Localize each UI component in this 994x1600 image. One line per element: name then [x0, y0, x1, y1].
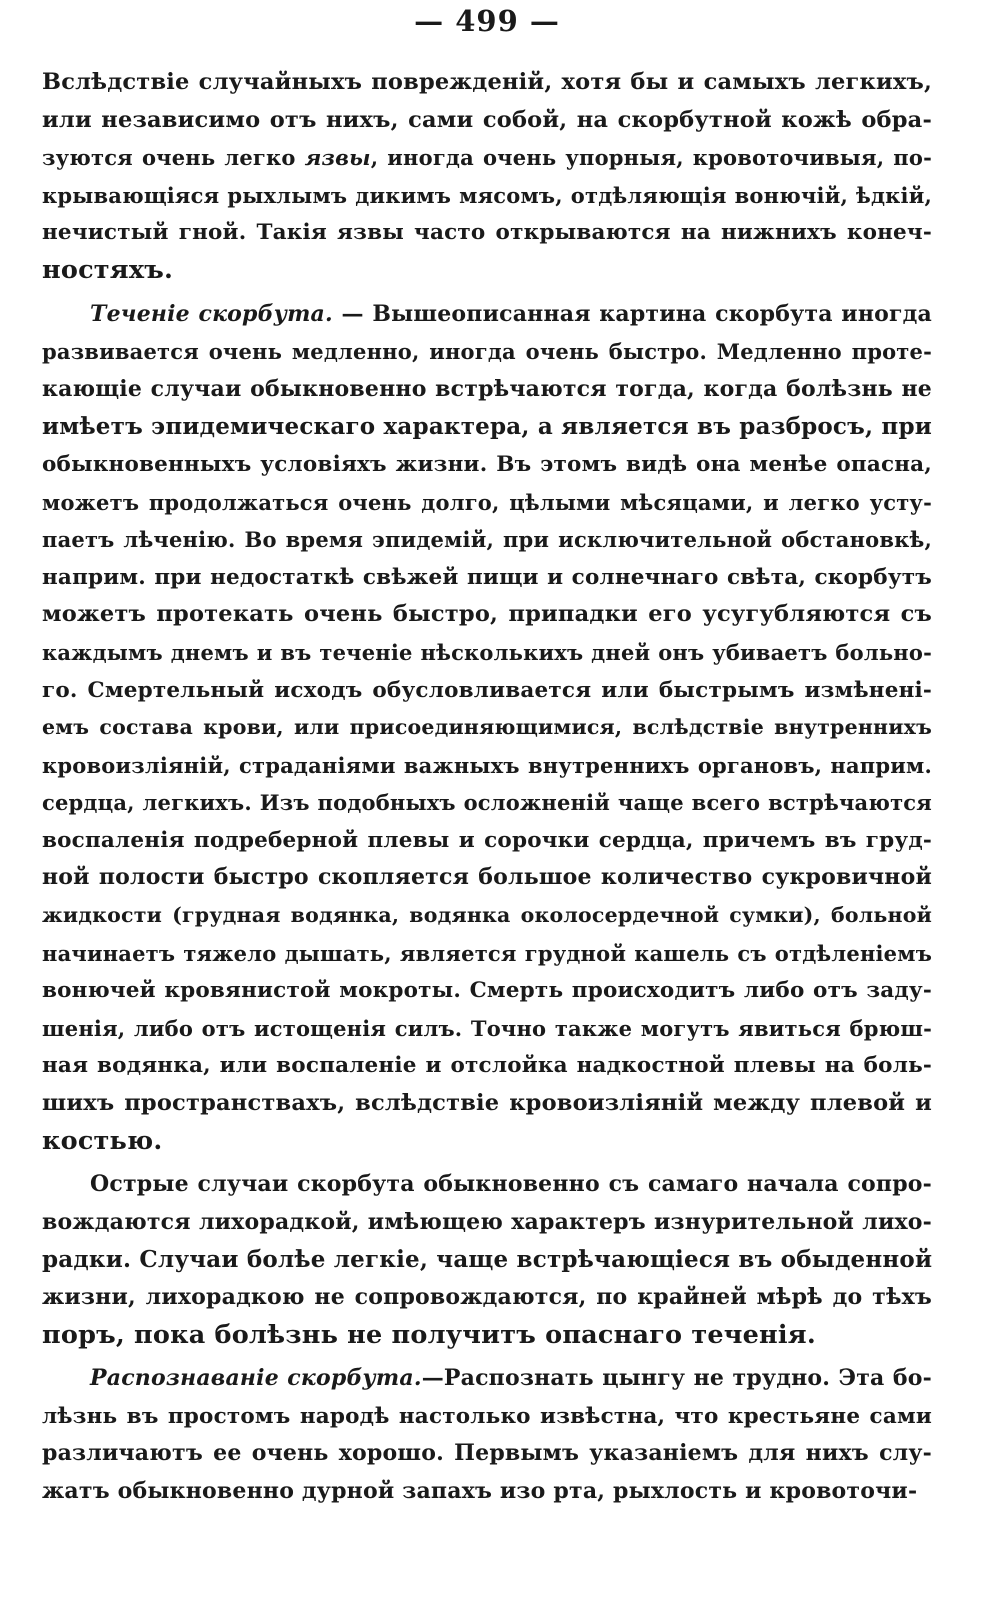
line-text: ная водянка, или воспаленіе и отслойка надкостной плевы на боль-: [42, 1053, 932, 1079]
text-line: [42, 1279, 932, 1317]
line-text: паетъ лѣченію. Во время эпидемій, при исключительной обстановкѣ,: [42, 527, 932, 553]
text-line: [42, 935, 932, 973]
text-line: [42, 1123, 932, 1161]
line-text: Вслѣдствіе случайныхъ поврежденій, хотя бы и самыхъ легкихъ,: [42, 69, 932, 95]
line-text: вонючей кровянистой мокроты. Смерть происходитъ либо отъ заду-: [42, 978, 932, 1004]
text-line: [42, 972, 932, 1010]
text-line: [42, 1047, 932, 1085]
text-line: [42, 521, 932, 559]
text-line: [42, 709, 932, 747]
text-line: [42, 1241, 932, 1279]
text-line: [42, 333, 932, 371]
text-line: [42, 177, 932, 215]
text-line: [42, 1204, 932, 1242]
text-line: [42, 102, 932, 140]
text-line: [42, 371, 932, 409]
line-text: нечистый гной. Такія язвы часто открываются на нижнихъ конеч-: [42, 220, 932, 246]
line-text: ностяхъ.: [42, 254, 174, 285]
line-text: имѣетъ эпидемическаго характера, а является въ разбросъ, при: [42, 413, 932, 441]
line-text: —Распознать цынгу не трудно. Эта бо-: [421, 1365, 932, 1392]
line-text: начинаетъ тяжело дышать, является грудной кашель съ отдѣленіемъ: [42, 940, 932, 966]
text-line: [42, 672, 932, 710]
line-text: сердца, легкихъ. Изъ подобныхъ осложненій чаще всего встрѣчаются: [42, 790, 932, 816]
line-text: го. Смертельный исходъ обусловливается или быстрымъ измѣнені-: [42, 677, 932, 703]
line-text: емъ состава крови, или присоединяющимися, вслѣдствіе внутреннихъ: [42, 715, 932, 740]
text-line: [42, 822, 932, 860]
text-line: [42, 1166, 932, 1204]
line-text: жидкости (грудная водянка, водянка околосердечной сумки), больной: [42, 903, 932, 928]
paragraph: [42, 1360, 932, 1510]
text-line: [42, 897, 932, 935]
line-text: шихъ пространствахъ, вслѣдствіе кровоизліяній между плевой и: [42, 1090, 932, 1117]
text-line: [42, 252, 932, 290]
line-text: жатъ обыкновенно дурной запахъ изо рта, рыхлость и кровоточи-: [42, 1477, 918, 1504]
line-text: наприм. при недостаткѣ свѣжей пищи и солнечнаго свѣта, скорбутъ: [42, 564, 932, 590]
text-line: [42, 1435, 932, 1473]
text-line: [42, 64, 932, 102]
text-line: [42, 139, 932, 177]
italic-term: язвы: [304, 145, 371, 171]
text-line: [42, 408, 932, 446]
text-line: [42, 859, 932, 897]
text-line: [42, 296, 932, 334]
line-text: ной полости быстро скопляется большое количество сукровичной: [42, 864, 932, 891]
line-text: костью.: [42, 1125, 163, 1156]
line-text: лѣзнь въ простомъ народѣ настолько извѣстна, что крестьяне сами: [42, 1403, 932, 1429]
line-text: каждымъ днемъ и въ теченіе нѣсколькихъ дней онъ убиваетъ больно-: [42, 639, 932, 665]
line-text: вождаются лихорадкой, имѣющею характеръ изнурительной лихо-: [42, 1208, 932, 1235]
line-text: развивается очень медленно, иногда очень быстро. Медленно проте-: [42, 339, 932, 365]
line-text: можетъ протекать очень быстро, припадки его усугубляются съ: [42, 601, 932, 628]
paragraph: [42, 296, 932, 1161]
text-line: [42, 1085, 932, 1123]
line-text: кровоизліяній, страданіями важныхъ внутреннихъ органовъ, наприм.: [42, 752, 932, 778]
line-text: крывающіяся рыхлымъ дикимъ мясомъ, отдѣляющія вонючій, ѣдкій,: [42, 182, 932, 208]
line-text: шенія, либо отъ истощенія силъ. Точно также могутъ явиться брюш-: [42, 1015, 932, 1041]
text-line: [42, 559, 932, 597]
page-number: — 499 —: [414, 4, 560, 38]
body-text: [42, 64, 932, 1511]
line-text: воспаленія подреберной плевы и сорочки сердца, причемъ въ груд-: [42, 827, 932, 853]
paragraph: [42, 64, 932, 290]
line-text: обыкновенныхъ условіяхъ жизни. Въ этомъ видѣ она менѣе опасна,: [42, 451, 932, 477]
text-line: [42, 1010, 932, 1048]
text-line: [42, 1360, 932, 1398]
line-text: — Вышеописанная картина скорбута иногда: [332, 300, 933, 327]
line-text: или независимо отъ нихъ, сами собой, на скорбутной кожѣ обра-: [42, 106, 932, 133]
line-text: можетъ продолжаться очень долго, цѣлыми мѣсяцами, и легко усту-: [42, 489, 932, 515]
document-page: [42, 0, 932, 1600]
text-line: [42, 1317, 932, 1355]
line-text: зуются очень легко: [42, 145, 305, 171]
text-line: [42, 747, 932, 785]
text-line: [42, 484, 932, 522]
text-line: [42, 596, 932, 634]
line-text: различаютъ ее очень хорошо. Первымъ указаніемъ для нихъ слу-: [42, 1440, 932, 1467]
line-text: поръ, пока болѣзнь не получитъ опаснаго теченія.: [42, 1319, 816, 1350]
text-line: [42, 1473, 932, 1511]
italic-term: Распознаваніе скорбута.: [90, 1365, 422, 1392]
text-line: [42, 784, 932, 822]
text-line: [42, 634, 932, 672]
line-text: жизни, лихорадкою не сопровождаются, по крайней мѣрѣ до тѣхъ: [42, 1284, 932, 1310]
text-line: [42, 446, 932, 484]
line-text: , иногда очень упорныя, кровоточивыя, по-: [370, 145, 932, 171]
line-text: Острые случаи скорбута обыкновенно съ самаго начала сопро-: [90, 1171, 932, 1198]
text-line: [42, 214, 932, 252]
italic-term: Теченіе скорбута.: [90, 300, 333, 327]
text-line: [42, 1398, 932, 1436]
line-text: радки. Случаи болѣе легкіе, чаще встрѣчающіеся въ обыденной: [42, 1246, 933, 1274]
line-text: кающіе случаи обыкновенно встрѣчаются тогда, когда болѣзнь не: [42, 375, 932, 402]
paragraph: [42, 1166, 932, 1354]
